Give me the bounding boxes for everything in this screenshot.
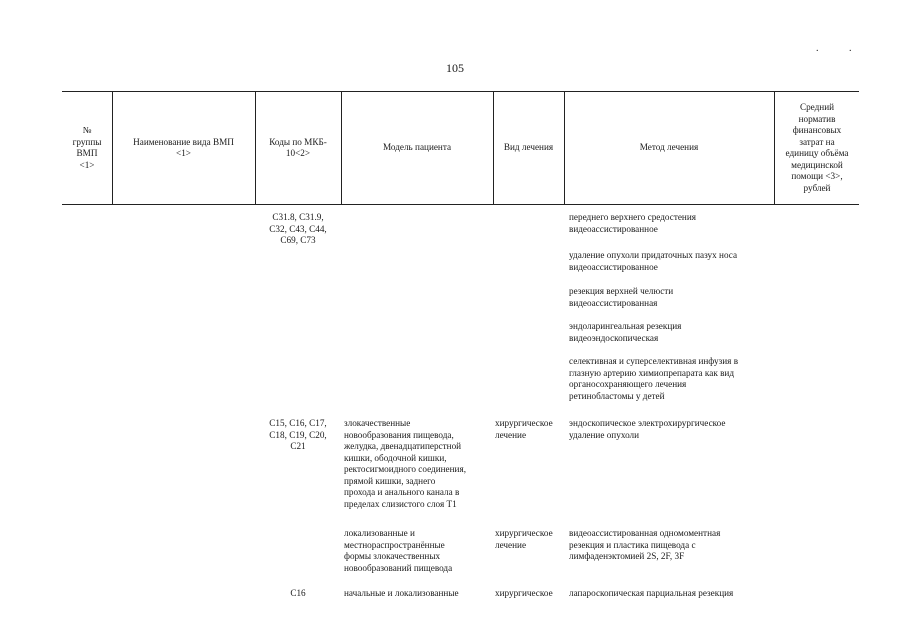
page-number: 105	[446, 61, 464, 75]
treatment-method-cell: видеоассистированная одномоментная резекция и пластика пищевода с лимфаденэктомией 2S, 2F, 3F	[569, 528, 721, 561]
treatment-type-cell: хирургическое лечение	[495, 418, 553, 440]
treatment-method-cell: эндоскопическое электрохирургическое удаление опухоли	[569, 418, 726, 440]
patient-model-cell: локализованные и местнораспространённые формы злокачественных новообразований пищевода	[344, 528, 453, 573]
header-treatment-type: Вид лечения	[503, 142, 554, 153]
patient-model-cell: злокачественные новообразования пищевода, желудка, двенадцатиперстной кишки, ободочной кишки, ректосигмоидного соединения, прямой кишки, заднего прохода и анального канала в пределах слизистого слоя Т1	[344, 418, 466, 509]
header-group-number: № группы ВМП <1>	[72, 125, 102, 170]
treatment-type-cell: хирургическое лечение	[495, 528, 553, 550]
method-item: резекция верхней челюсти видеоассистированная	[569, 286, 674, 308]
method-item: удаление опухоли придаточных пазух носа видеоассистированное	[569, 250, 738, 272]
header-icd-codes: Коды по МКБ- 10<2>	[269, 136, 327, 158]
page-mark-dot: .	[849, 43, 852, 54]
page-mark-dot: .	[816, 43, 819, 54]
method-item: переднего верхнего средостения видеоассистированное	[569, 212, 696, 234]
icd-codes-cell: С31.8, С31.9, С32, С43, С44, С69, С73	[269, 212, 327, 245]
method-item: селективная и суперселективная инфузия в глазную артерию химиопрепарата как вид органосохраняющего лечения ретинобластомы у детей	[569, 356, 739, 401]
patient-model-cell: начальные и локализованные	[344, 588, 459, 598]
treatment-type-cell: хирургическое	[495, 588, 553, 598]
icd-codes-cell: С16	[290, 588, 306, 598]
treatment-method-cell: лапароскопическая парциальная резекция	[569, 588, 734, 598]
header-bottom-border	[62, 204, 859, 205]
method-item: эндоларингеальная резекция видеоэндоскопическая	[569, 321, 682, 343]
header-treatment-method: Метод лечения	[639, 142, 699, 153]
header-cost: Средний норматив финансовых затрат на единицу объёма медицинской помощи <3>, рублей	[785, 102, 849, 193]
icd-codes-cell: С15, С16, С17, С18, С19, С20, С21	[269, 418, 327, 451]
header-vmp-name: Наименование вида ВМП <1>	[133, 136, 234, 158]
header-patient-model: Модель пациента	[382, 142, 452, 153]
